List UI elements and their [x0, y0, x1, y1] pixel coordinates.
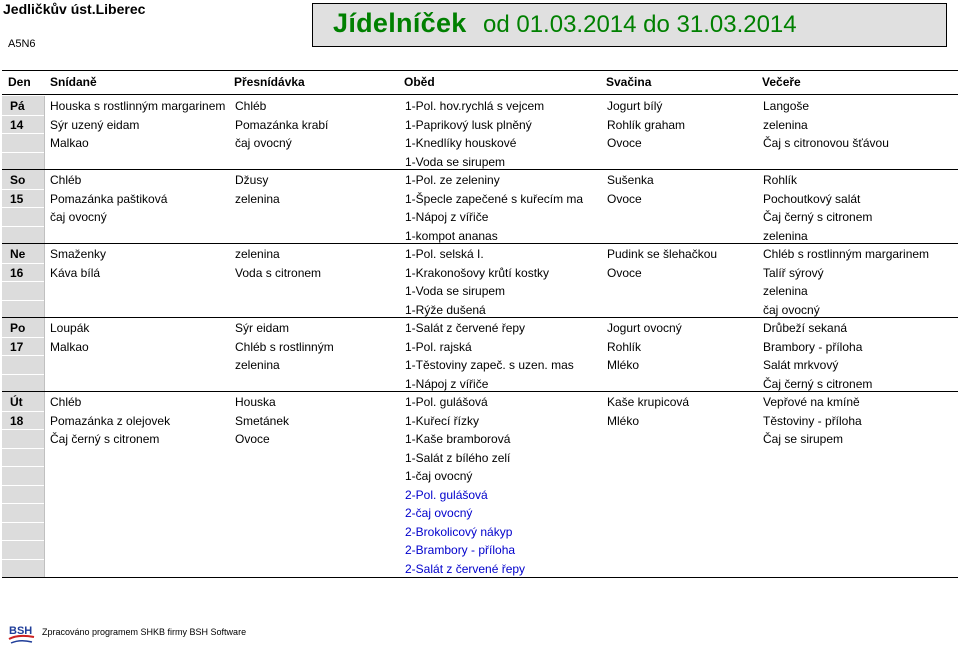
snack2-item: Ovoce: [607, 265, 642, 280]
day-number: 17: [10, 339, 24, 354]
day-band-gridline: [2, 503, 44, 504]
lunch-item: 1-Paprikový lusk plněný: [405, 117, 532, 132]
snack1-item: Chléb: [235, 99, 267, 113]
col-header-dinner: Večeře: [762, 75, 801, 89]
day-band-gridline: [2, 411, 44, 412]
lunch-item: 1-Nápoj z vířiče: [405, 210, 489, 224]
snack1-item: zelenina: [235, 191, 280, 206]
day-number: 15: [10, 191, 24, 206]
footer-credit: Zpracováno programem SHKB firmy BSH Software: [42, 627, 247, 637]
page-title: Jídelníček: [333, 8, 467, 38]
breakfast-item: Loupák: [50, 321, 90, 335]
day-separator: [2, 169, 958, 170]
day-abbr: Ne: [10, 247, 26, 261]
dinner-item: Brambory - příloha: [763, 339, 863, 354]
dinner-item: zelenina: [763, 117, 808, 132]
day-divider: [44, 96, 45, 170]
day-separator: [2, 243, 958, 244]
breakfast-item: čaj ovocný: [50, 210, 107, 224]
day-band-gridline: [2, 300, 44, 301]
breakfast-item: Malkao: [50, 339, 89, 354]
breakfast-item: Chléb: [50, 173, 82, 187]
col-header-day: Den: [8, 75, 31, 89]
dinner-item: Čaj černý s citronem: [763, 210, 873, 224]
snack2-item: Mléko: [607, 413, 640, 428]
bsh-logo-icon: [8, 622, 36, 646]
snack2-item: Ovoce: [607, 191, 642, 206]
lunch-item: 1-čaj ovocný: [405, 469, 473, 483]
day-number: 16: [10, 265, 24, 280]
dinner-item: Pochoutkový salát: [763, 191, 861, 206]
dinner-item: Čaj s citronovou šťávou: [763, 136, 889, 150]
lunch-item: 2-Brokolicový nákyp: [405, 524, 513, 539]
lunch-item: 1-Voda se sirupem: [405, 154, 506, 169]
day-band-gridline: [2, 226, 44, 227]
day-band-gridline: [2, 485, 44, 486]
lunch-item: 1-Pol. hov.rychlá s vejcem: [405, 99, 545, 113]
menu-code: A5N6: [8, 38, 36, 50]
day-band-gridline: [2, 429, 44, 430]
day-divider: [44, 244, 45, 318]
snack1-item: Houska: [235, 395, 276, 409]
snack1-item: Sýr eidam: [235, 321, 290, 335]
day-number: 18: [10, 413, 24, 428]
breakfast-item: Káva bílá: [50, 265, 101, 280]
day-divider: [44, 392, 45, 577]
day-band-gridline: [2, 522, 44, 523]
dinner-item: zelenina: [763, 228, 808, 243]
lunch-item: 1-Pol. ze zeleniny: [405, 173, 500, 187]
lunch-item: 2-čaj ovocný: [405, 506, 473, 520]
snack2-item: Jogurt bílý: [607, 99, 663, 113]
col-header-snack2: Svačina: [606, 75, 652, 89]
day-band-gridline: [2, 152, 44, 153]
day-band-gridline: [2, 374, 44, 375]
lunch-item: 1-Těstoviny zapeč. s uzen. mas: [405, 358, 574, 372]
snack2-item: Rohlík: [607, 339, 642, 354]
snack2-item: Kaše krupicová: [607, 395, 690, 409]
dinner-item: Chléb s rostlinným margarinem: [763, 247, 930, 261]
day-number: 14: [10, 117, 24, 132]
snack1-item: Pomazánka krabí: [235, 117, 329, 132]
column-header-row: [2, 70, 958, 95]
lunch-item: 1-kompot ananas: [405, 228, 498, 243]
col-header-breakfast: Snídaně: [50, 75, 97, 89]
lunch-item: 1-Krakonošovy krůtí kostky: [405, 265, 550, 280]
day-band-gridline: [2, 355, 44, 356]
snack2-item: Ovoce: [607, 136, 642, 150]
date-range: od 01.03.2014 do 31.03.2014: [483, 11, 797, 38]
lunch-item: 1-Salát z bílého zelí: [405, 450, 511, 465]
day-abbr: Út: [10, 395, 23, 409]
col-header-lunch: Oběd: [404, 75, 435, 89]
day-band-gridline: [2, 189, 44, 190]
day-divider: [44, 170, 45, 244]
lunch-item: 2-Salát z červené řepy: [405, 561, 526, 576]
lunch-item: 1-Pol. selská I.: [405, 247, 484, 261]
day-abbr: So: [10, 173, 26, 187]
col-header-snack1: Přesnídávka: [234, 75, 305, 89]
snack2-item: Sušenka: [607, 173, 654, 187]
day-band-gridline: [2, 337, 44, 338]
day-band-gridline: [2, 448, 44, 449]
snack1-item: Ovoce: [235, 432, 270, 446]
day-band-gridline: [2, 207, 44, 208]
dinner-item: Čaj černý s citronem: [763, 376, 873, 391]
title-box: [312, 3, 947, 47]
snack1-item: Smetánek: [235, 413, 290, 428]
day-separator: [2, 317, 958, 318]
snack1-item: čaj ovocný: [235, 136, 292, 150]
day-band-gridline: [2, 281, 44, 282]
lunch-item: 1-Pol. rajská: [405, 339, 472, 354]
dinner-item: Vepřové na kmíně: [763, 395, 860, 409]
day-band-gridline: [2, 115, 44, 116]
lunch-item: 1-Pol. gulášová: [405, 395, 488, 409]
breakfast-item: Chléb: [50, 395, 82, 409]
lunch-item: 1-Salát z červené řepy: [405, 321, 526, 335]
lunch-item: 1-Špecle zapečené s kuřecím ma: [405, 191, 584, 206]
table-bottom-line: [2, 577, 958, 578]
organization-name: Jedličkův úst.Liberec: [3, 1, 146, 17]
snack2-item: Pudink se šlehačkou: [607, 247, 718, 261]
svg-text:BSH: BSH: [9, 625, 33, 637]
dinner-item: Rohlík: [763, 173, 798, 187]
snack2-item: Rohlík graham: [607, 117, 686, 132]
breakfast-item: Pomazánka z olejovek: [50, 413, 171, 428]
snack1-item: zelenina: [235, 247, 280, 261]
day-band-gridline: [2, 559, 44, 560]
day-band-gridline: [2, 133, 44, 134]
day-separator: [2, 391, 958, 392]
day-divider: [44, 318, 45, 392]
dinner-item: Čaj se sirupem: [763, 432, 844, 446]
lunch-item: 1-Kaše bramborová: [405, 432, 511, 446]
breakfast-item: Čaj černý s citronem: [50, 432, 160, 446]
dinner-item: Salát mrkvový: [763, 358, 839, 372]
lunch-item: 1-Rýže dušená: [405, 302, 486, 317]
snack1-item: zelenina: [235, 358, 280, 372]
dinner-item: Talíř sýrový: [763, 265, 824, 280]
snack1-item: Voda s citronem: [235, 265, 322, 280]
dinner-item: čaj ovocný: [763, 302, 820, 317]
breakfast-item: Houska s rostlinným margarinem: [50, 99, 226, 113]
day-band-gridline: [2, 540, 44, 541]
lunch-item: 2-Brambory - příloha: [405, 543, 516, 557]
day-band-gridline: [2, 263, 44, 264]
lunch-item: 1-Knedlíky houskové: [405, 136, 517, 150]
dinner-item: Těstoviny - příloha: [763, 413, 862, 428]
breakfast-item: Sýr uzený eidam: [50, 117, 140, 132]
snack2-item: Jogurt ovocný: [607, 321, 682, 335]
lunch-item: 1-Kuřecí řízky: [405, 413, 480, 428]
dinner-item: Drůbeží sekaná: [763, 321, 848, 335]
lunch-item: 2-Pol. gulášová: [405, 487, 488, 502]
breakfast-item: Smaženky: [50, 247, 107, 261]
lunch-item: 1-Nápoj z vířiče: [405, 376, 489, 391]
dinner-item: Langoše: [763, 99, 810, 113]
day-band-gridline: [2, 466, 44, 467]
snack1-item: Chléb s rostlinným: [235, 339, 334, 354]
dinner-item: zelenina: [763, 284, 808, 298]
breakfast-item: Pomazánka paštiková: [50, 191, 168, 206]
day-abbr: Po: [10, 321, 26, 335]
day-abbr: Pá: [10, 99, 25, 113]
breakfast-item: Malkao: [50, 136, 89, 150]
lunch-item: 1-Voda se sirupem: [405, 284, 506, 298]
snack1-item: Džusy: [235, 173, 269, 187]
snack2-item: Mléko: [607, 358, 640, 372]
